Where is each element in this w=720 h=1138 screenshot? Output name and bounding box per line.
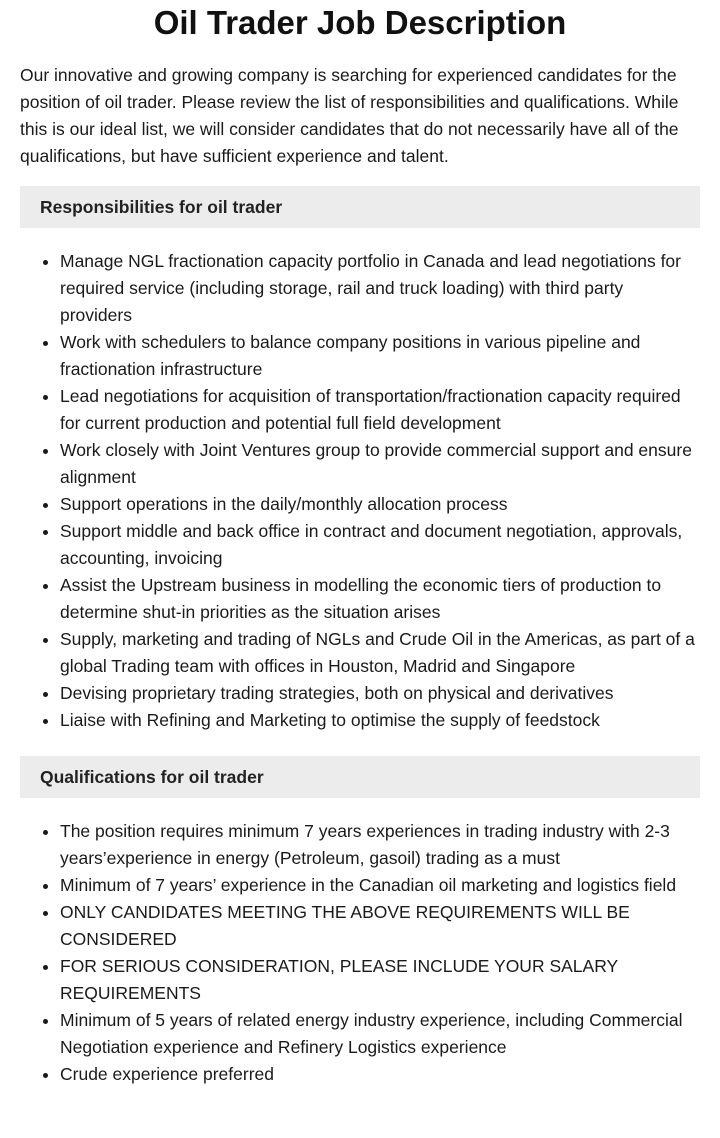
list-item: • Devising proprietary trading strategies, both on physical and derivatives: [60, 680, 700, 707]
list-item: • ONLY CANDIDATES MEETING THE ABOVE REQUIREMENTS WILL BE CONSIDERED: [60, 899, 700, 953]
qualifications-heading: Qualifications for oil trader: [20, 756, 700, 798]
list-item: • Support middle and back office in contract and document negotiation, approvals, accounting, invoicing: [60, 518, 700, 572]
list-item: • Minimum of 5 years of related energy industry experience, including Commercial Negotiation experience and Refinery Logistics experience: [60, 1007, 700, 1061]
page-title: Oil Trader Job Description: [153, 4, 567, 41]
list-item: • Manage NGL fractionation capacity portfolio in Canada and lead negotiations for required service (including storage, rail and truck loading) with third party providers: [60, 248, 700, 329]
list-item: • Minimum of 7 years’ experience in the Canadian oil marketing and logistics field: [60, 872, 700, 899]
qualifications-list: [20, 818, 700, 1088]
list-item: • The position requires minimum 7 years experiences in trading industry with 2-3 years’experience in energy (Petroleum, gasoil) trading as a must: [60, 818, 700, 872]
list-item: • Work closely with Joint Ventures group to provide commercial support and ensure alignment: [60, 437, 700, 491]
list-item: • Crude experience preferred: [60, 1061, 700, 1088]
list-item: • Liaise with Refining and Marketing to optimise the supply of feedstock: [60, 707, 700, 734]
list-item: • Work with schedulers to balance company positions in various pipeline and fractionation infrastructure: [60, 329, 700, 383]
list-item: • Lead negotiations for acquisition of transportation/fractionation capacity required for current production and potential full field development: [60, 383, 700, 437]
responsibilities-list: [20, 248, 700, 734]
list-item: • Supply, marketing and trading of NGLs and Crude Oil in the Americas, as part of a global Trading team with offices in Houston, Madrid and Singapore: [60, 626, 700, 680]
intro-paragraph: Our innovative and growing company is searching for experienced candidates for the position of oil trader. Please review the list of responsibilities and qualifications. While this is our ideal list, we will consider candidates that do not necessarily have all of the qualifications, but have sufficient experience and talent.: [20, 65, 679, 166]
responsibilities-heading: Responsibilities for oil trader: [20, 186, 700, 228]
list-item: • Assist the Upstream business in modelling the economic tiers of production to determine shut-in priorities as the situation arises: [60, 572, 700, 626]
list-item: • FOR SERIOUS CONSIDERATION, PLEASE INCLUDE YOUR SALARY REQUIREMENTS: [60, 953, 700, 1007]
list-item: • Support operations in the daily/monthly allocation process: [60, 491, 700, 518]
